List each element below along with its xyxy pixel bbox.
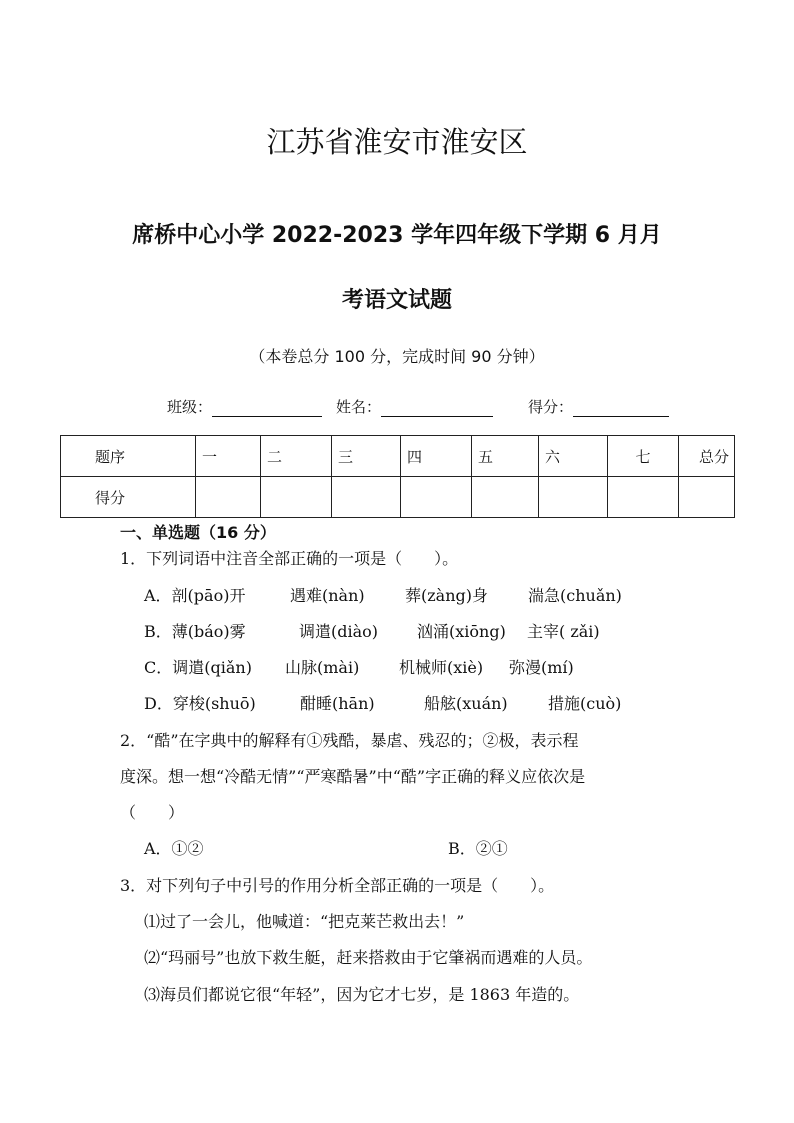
option-part: 机械师(xiè) bbox=[399, 658, 484, 677]
table-cell: 四 bbox=[401, 436, 472, 477]
q3-item-2: ⑵“玛丽号”也放下救生艇，赶来搭救由于它肇祸而遇难的人员。 bbox=[144, 948, 593, 967]
q1-option-b bbox=[144, 619, 600, 642]
table-cell: 得分 bbox=[61, 477, 196, 518]
q2-option-a: A．①② bbox=[144, 839, 204, 858]
option-part: B．薄(báo)雾 bbox=[144, 622, 246, 641]
option-part: D．穿梭(shuō) bbox=[144, 694, 256, 713]
q1-option-c bbox=[144, 655, 574, 678]
doc-subtitle-line1: 席桥中心小学 2022-2023 学年四年级下学期 6 月月 bbox=[132, 223, 662, 248]
table-cell: 二 bbox=[261, 436, 332, 477]
class-field bbox=[167, 396, 322, 417]
doc-subtitle-line2: 考语文试题 bbox=[341, 288, 452, 313]
table-cell: 六 bbox=[539, 436, 608, 477]
score-label: 得分： bbox=[528, 398, 574, 416]
table-cell: 总分 bbox=[679, 436, 735, 477]
option-part: 汹涌(xiōng) bbox=[417, 622, 506, 641]
option-part: 弥漫(mí) bbox=[509, 658, 574, 677]
question-3-stem: 3．对下列句子中引号的作用分析全部正确的一项是（ ）。 bbox=[120, 876, 555, 895]
table-cell: 三 bbox=[332, 436, 401, 477]
exam-note: （本卷总分 100 分，完成时间 90 分钟） bbox=[249, 347, 545, 366]
doc-title: 江苏省淮安市淮安区 bbox=[266, 125, 528, 159]
score-cell[interactable] bbox=[332, 477, 401, 518]
score-cell[interactable] bbox=[196, 477, 261, 518]
question-1-stem: 1．下列词语中注音全部正确的一项是（ ）。 bbox=[120, 549, 459, 568]
section-heading: 一、单选题（16 分） bbox=[120, 523, 276, 542]
name-blank[interactable] bbox=[381, 400, 493, 417]
q1-option-d bbox=[144, 691, 621, 714]
score-table-header-row bbox=[61, 436, 735, 477]
option-part: 船舷(xuán) bbox=[424, 694, 508, 713]
score-blank[interactable] bbox=[573, 400, 669, 417]
table-cell: 题序 bbox=[61, 436, 196, 477]
table-cell: 七 bbox=[608, 436, 679, 477]
score-field bbox=[528, 396, 669, 417]
option-part: 葬(zàng)身 bbox=[405, 586, 489, 605]
table-cell: 五 bbox=[472, 436, 539, 477]
q2-option-b: B．②① bbox=[448, 839, 508, 858]
option-part: 山脉(mài) bbox=[285, 658, 360, 677]
score-cell[interactable] bbox=[679, 477, 735, 518]
class-label: 班级： bbox=[167, 398, 213, 416]
option-part: 主宰( zǎi) bbox=[527, 622, 600, 641]
name-field bbox=[336, 396, 493, 417]
q3-item-3: ⑶海员们都说它很“年轻”，因为它才七岁，是 1863 年造的。 bbox=[144, 985, 580, 1004]
score-table-score-row bbox=[61, 477, 735, 518]
class-blank[interactable] bbox=[212, 400, 322, 417]
score-cell[interactable] bbox=[608, 477, 679, 518]
score-cell[interactable] bbox=[472, 477, 539, 518]
score-cell[interactable] bbox=[401, 477, 472, 518]
option-part: 措施(cuò) bbox=[548, 694, 622, 713]
option-part: 遇难(nàn) bbox=[290, 586, 365, 605]
option-part: 酣睡(hān) bbox=[300, 694, 375, 713]
q1-option-a bbox=[144, 583, 622, 606]
table-cell: 一 bbox=[196, 436, 261, 477]
score-cell[interactable] bbox=[261, 477, 332, 518]
score-cell[interactable] bbox=[539, 477, 608, 518]
option-part: C．调遣(qiǎn) bbox=[144, 658, 252, 677]
question-2-stem-line3: （ ） bbox=[120, 803, 185, 822]
q3-item-1: ⑴过了一会儿，他喊道：“把克莱芒救出去！” bbox=[144, 912, 465, 931]
name-label: 姓名： bbox=[336, 398, 382, 416]
question-2-stem-line2: 度深。想一想“冷酷无情”“严寒酷暑”中“酷”字正确的释义应依次是 bbox=[120, 767, 586, 786]
option-part: 湍急(chuǎn) bbox=[528, 586, 622, 605]
score-table bbox=[60, 435, 735, 518]
question-2-stem-line1: 2．“酷”在字典中的解释有①残酷，暴虐、残忍的；②极，表示程 bbox=[120, 731, 579, 750]
option-part: A．剖(pāo)开 bbox=[144, 586, 246, 605]
option-part: 调遣(diào) bbox=[299, 622, 379, 641]
